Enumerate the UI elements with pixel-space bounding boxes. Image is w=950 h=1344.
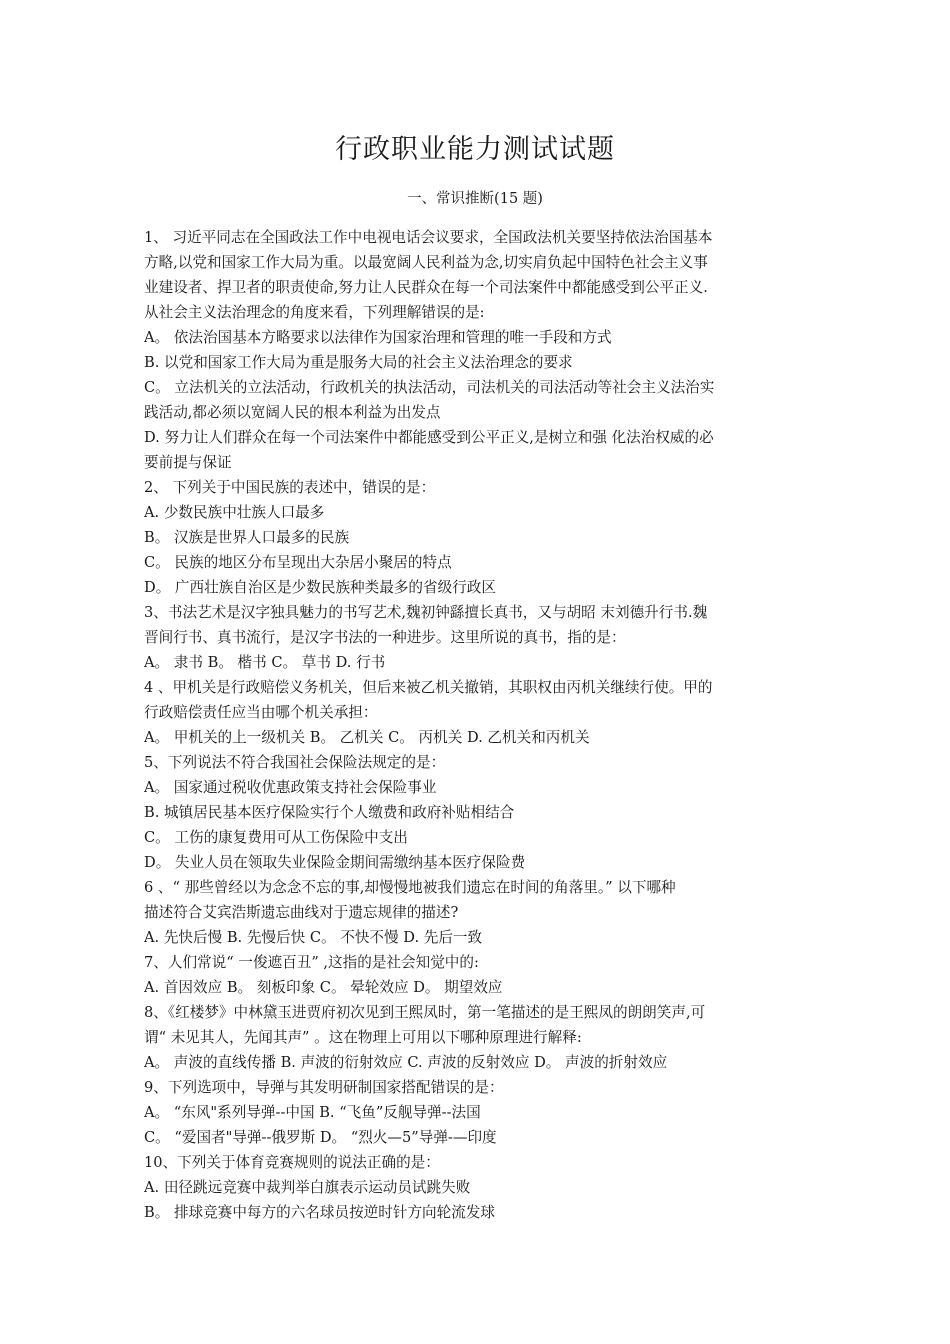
text-line: 2、 下列关于中国民族的表述中，错误的是： [144, 479, 436, 496]
text-line: 践活动,都必须以宽阔人民的根本利益为出发点 [144, 404, 441, 421]
text-line: 1、 习近平同志在全国政法工作中电视电话会议要求，全国政法机关要坚持依法治国基本 [144, 229, 713, 246]
text-line: D. 努力让人们群众在每一个司法案件中都能感受到公平正义,是树立和强 化法治权威的必 [144, 429, 714, 446]
text-line: A. 少数民族中壮族人口最多 [144, 504, 325, 521]
text-line: 要前提与保证 [144, 454, 232, 471]
text-line: 8、《红楼梦》中林黛玉进贾府初次见到王熙凤时，第一笔描述的是王熙凤的朗朗笑声,可 [144, 1004, 706, 1021]
text-line: C。 工伤的康复费用可从工伤保险中支出 [144, 829, 408, 846]
text-line: 方略,以党和国家工作大局为重。以最宽阔人民利益为念,切实肩负起中国特色社会主义事 [144, 254, 708, 271]
text-line: A. 田径跳远竞赛中裁判举白旗表示运动员试跳失败 [144, 1179, 471, 1196]
text-line: 3、书法艺术是汉字独具魅力的书写艺术,魏初钟繇擅长真书，又与胡昭 末刘德升行书.魏 [144, 604, 708, 621]
text-line: A。 依法治国基本方略要求以法律作为国家治理和管理的唯一手段和方式 [144, 329, 612, 346]
text-line: A。 声波的直线传播 B. 声波的衍射效应 C. 声波的反射效应 D。 声波的折射效应 [144, 1054, 668, 1071]
text-line: 从社会主义法治理念的角度来看，下列理解错误的是: [144, 304, 485, 321]
text-line: B. 城镇居民基本医疗保险实行个人缴费和政府补贴相结合 [144, 804, 515, 821]
text-line: B。 排球竞赛中每方的六名球员按逆时针方向轮流发球 [144, 1204, 496, 1221]
text-line: 4 、甲机关是行政赔偿义务机关，但后来被乙机关撤销，其职权由丙机关继续行使。甲的 [144, 679, 713, 696]
text-line: A。 “东风"系列导弹--中国 B. “飞鱼”反舰导弹--法国 [144, 1104, 481, 1121]
document-title: 行政职业能力测试试题 [335, 134, 615, 165]
text-line: B. 以党和国家工作大局为重是服务大局的社会主义法治理念的要求 [144, 354, 573, 371]
text-line: 6 、“ 那些曾经以为念念不忘的事,却慢慢地被我们遗忘在时间的角落里。” 以下哪种 [144, 879, 676, 896]
text-line: A. 先快后慢 B. 先慢后快 C。 不快不慢 D. 先后一致 [144, 929, 483, 946]
text-line: A。 甲机关的上一级机关 B。 乙机关 C。 丙机关 D. 乙机关和丙机关 [144, 729, 590, 746]
text-line: 晋间行书、真书流行，是汉字书法的一种进步。这里所说的真书，指的是： [144, 629, 626, 646]
text-line: C。 民族的地区分布呈现出大杂居小聚居的特点 [144, 554, 452, 571]
text-line: 谓“ 未见其人，先闻其声” 。这在物理上可用以下哪种原理进行解释: [144, 1029, 582, 1046]
text-line: 5、下列说法不符合我国社会保险法规定的是： [144, 754, 446, 771]
text-line: D。 失业人员在领取失业保险金期间需缴纳基本医疗保险费 [144, 854, 526, 871]
text-line: 业建设者、捍卫者的职责使命,努力让人民群众在每一个司法案件中都能感受到公平正义. [144, 279, 708, 296]
text-line: C。 “爱国者"导弹--俄罗斯 D。 “烈火—5”导弹-—印度 [144, 1129, 497, 1146]
text-line: A。 隶书 B。 楷书 C。 草书 D. 行书 [144, 654, 386, 671]
text-line: D。 广西壮族自治区是少数民族种类最多的省级行政区 [144, 579, 496, 596]
text-line: 描述符合艾宾浩斯遗忘曲线对于遗忘规律的描述? [144, 904, 459, 921]
text-line: 行政赔偿责任应当由哪个机关承担： [144, 704, 378, 721]
text-line: 10、下列关于体育竞赛规则的说法正确的是： [144, 1154, 440, 1171]
section-heading: 一、常识推断(15 题) [407, 191, 543, 207]
text-line: C。 立法机关的立法活动，行政机关的执法活动，司法机关的司法活动等社会主义法治实 [144, 379, 715, 396]
text-line: A. 首因效应 B。 刻板印象 C。 晕轮效应 D。 期望效应 [144, 979, 503, 996]
document-body [144, 225, 809, 1225]
text-line: 7、人们常说“ 一俊遮百丑” ,这指的是社会知觉中的: [144, 954, 479, 971]
text-line: B。 汉族是世界人口最多的民族 [144, 529, 350, 546]
text-line: 9、下列选项中，导弹与其发明研制国家搭配错误的是： [144, 1079, 504, 1096]
text-line: A。 国家通过税收优惠政策支持社会保险事业 [144, 779, 437, 796]
